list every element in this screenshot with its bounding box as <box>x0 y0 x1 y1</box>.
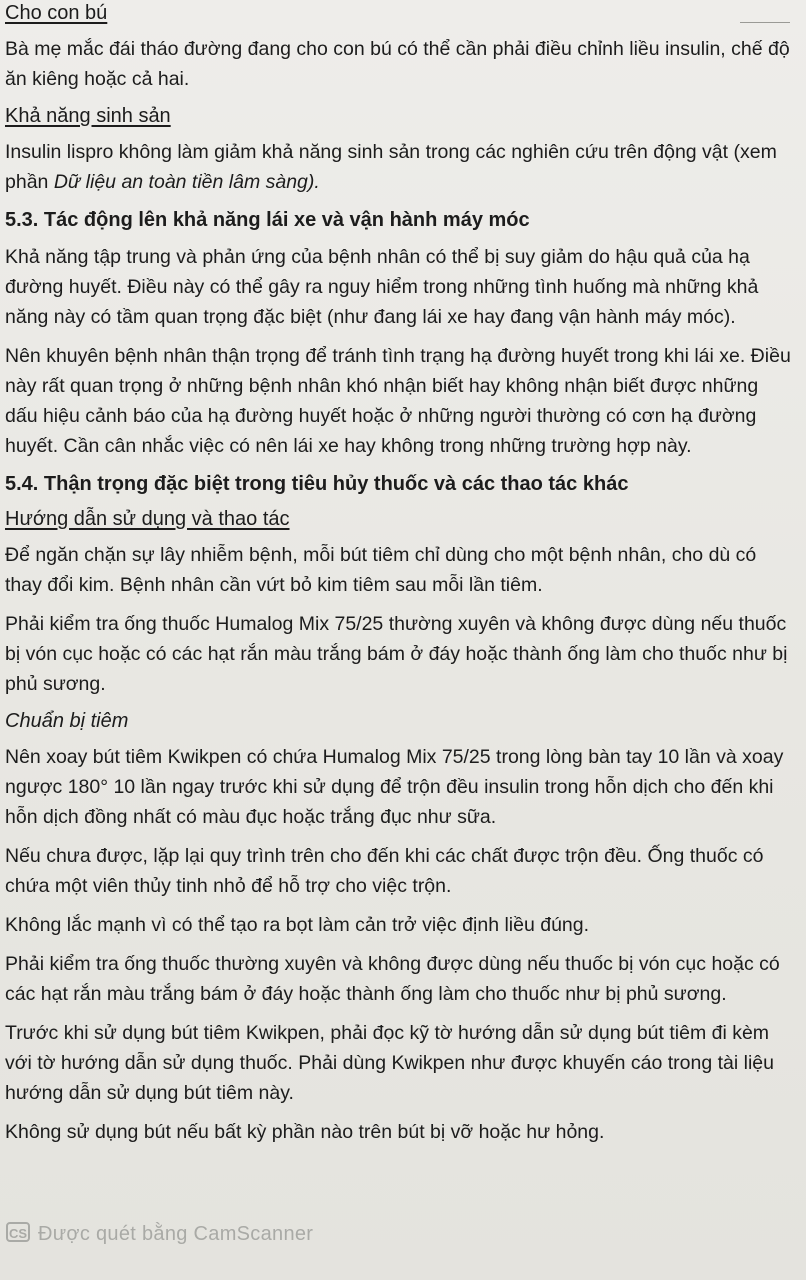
camscanner-logo-icon: CS <box>6 1222 30 1242</box>
driving-heading: 5.3. Tác động lên khả năng lái xe và vận hành máy móc <box>5 209 530 231</box>
usage-paragraph-1: Để ngăn chặn sự lây nhiễm bệnh, mỗi bút tiêm chỉ dùng cho một bệnh nhân, cho dù có thay đổi kim. Bệnh nhân cần vứt bỏ kim tiêm sau mỗi lần tiêm. <box>5 544 757 596</box>
preparation-paragraph-3: Không lắc mạnh vì có thể tạo ra bọt làm cản trở việc định liều đúng. <box>5 914 590 936</box>
usage-heading: Hướng dẫn sử dụng và thao tác <box>5 508 290 530</box>
preparation-paragraph-2: Nếu chưa được, lặp lại quy trình trên cho đến khi các chất được trộn đều. Ống thuốc có chứa một viên thủy tinh nhỏ để hỗ trợ cho việc trộn. <box>5 845 764 897</box>
driving-paragraph-2: Nên khuyên bệnh nhân thận trọng để tránh tình trạng hạ đường huyết trong khi lái xe. Điều này rất quan trọng ở những bệnh nhân khó nhận biết hay không nhận biết được những dấu hiệu cảnh báo của hạ đường huyết hoặc ở những người thường có cơn hạ đường huyết. Cần cân nhắc việc có nên lái xe hay không trong những trường hợp này. <box>5 345 791 457</box>
breastfeeding-heading: Cho con bú <box>5 2 108 24</box>
fertility-reference: Dữ liệu an toàn tiền lâm sàng). <box>53 171 320 193</box>
preparation-paragraph-1: Nên xoay bút tiêm Kwikpen có chứa Humalog Mix 75/25 trong lòng bàn tay 10 lần và xoay ngược 180° 10 lần ngay trước khi sử dụng để trộn đều insulin trong hỗn dịch cho đến khi hỗn dịch đồng nhất có màu đục hoặc trắng đục như sữa. <box>5 746 784 828</box>
fertility-paragraph <box>5 137 795 197</box>
preparation-paragraph-5: Trước khi sử dụng bút tiêm Kwikpen, phải đọc kỹ tờ hướng dẫn sử dụng bút tiêm đi kèm với tờ hướng dẫn sử dụng thuốc. Phải dùng Kwikpen như được khuyến cáo trong tài liệu hướng dẫn sử dụng bút tiêm này. <box>5 1022 774 1104</box>
scanner-watermark: Được quét bằng CamScanner <box>38 1223 314 1245</box>
preparation-paragraph-6: Không sử dụng bút nếu bất kỳ phần nào trên bút bị vỡ hoặc hư hỏng. <box>5 1121 605 1143</box>
preparation-heading: Chuẩn bị tiêm <box>5 710 129 732</box>
breastfeeding-section <box>5 0 795 94</box>
driving-paragraph-1: Khả năng tập trung và phản ứng của bệnh nhân có thể bị suy giảm do hậu quả của hạ đường huyết. Điều này có thể gây ra nguy hiểm trong những tình huống mà những khả năng này có tầm quan trọng đặc biệt (như đang lái xe hay đang vận hành máy móc). <box>5 246 759 328</box>
driving-section <box>5 206 795 461</box>
usage-paragraph-2: Phải kiểm tra ống thuốc Humalog Mix 75/25 thường xuyên và không được dùng nếu thuốc bị vón cục hoặc có các hạt rắn màu trắng bám ở đáy hoặc thành ống làm cho thuốc như bị phủ sương. <box>5 613 788 695</box>
preparation-paragraph-4: Phải kiểm tra ống thuốc thường xuyên và không được dùng nếu thuốc bị vón cục hoặc có các hạt rắn màu trắng bám ở đáy hoặc thành ống làm cho thuốc như bị phủ sương. <box>5 953 780 1005</box>
breastfeeding-paragraph: Bà mẹ mắc đái tháo đường đang cho con bú có thể cần phải điều chỉnh liều insulin, chế độ ăn kiêng hoặc cả hai. <box>5 38 790 90</box>
fertility-text: Insulin lispro không làm giảm khả năng sinh sản trong các nghiên cứu trên động vật (xem phần <box>5 141 777 193</box>
document-body <box>5 0 795 1156</box>
fertility-heading: Khả năng sinh sản <box>5 105 171 127</box>
disposal-section <box>5 470 795 1147</box>
fertility-section <box>5 103 795 197</box>
disposal-heading: 5.4. Thận trọng đặc biệt trong tiêu hủy thuốc và các thao tác khác <box>5 473 629 495</box>
